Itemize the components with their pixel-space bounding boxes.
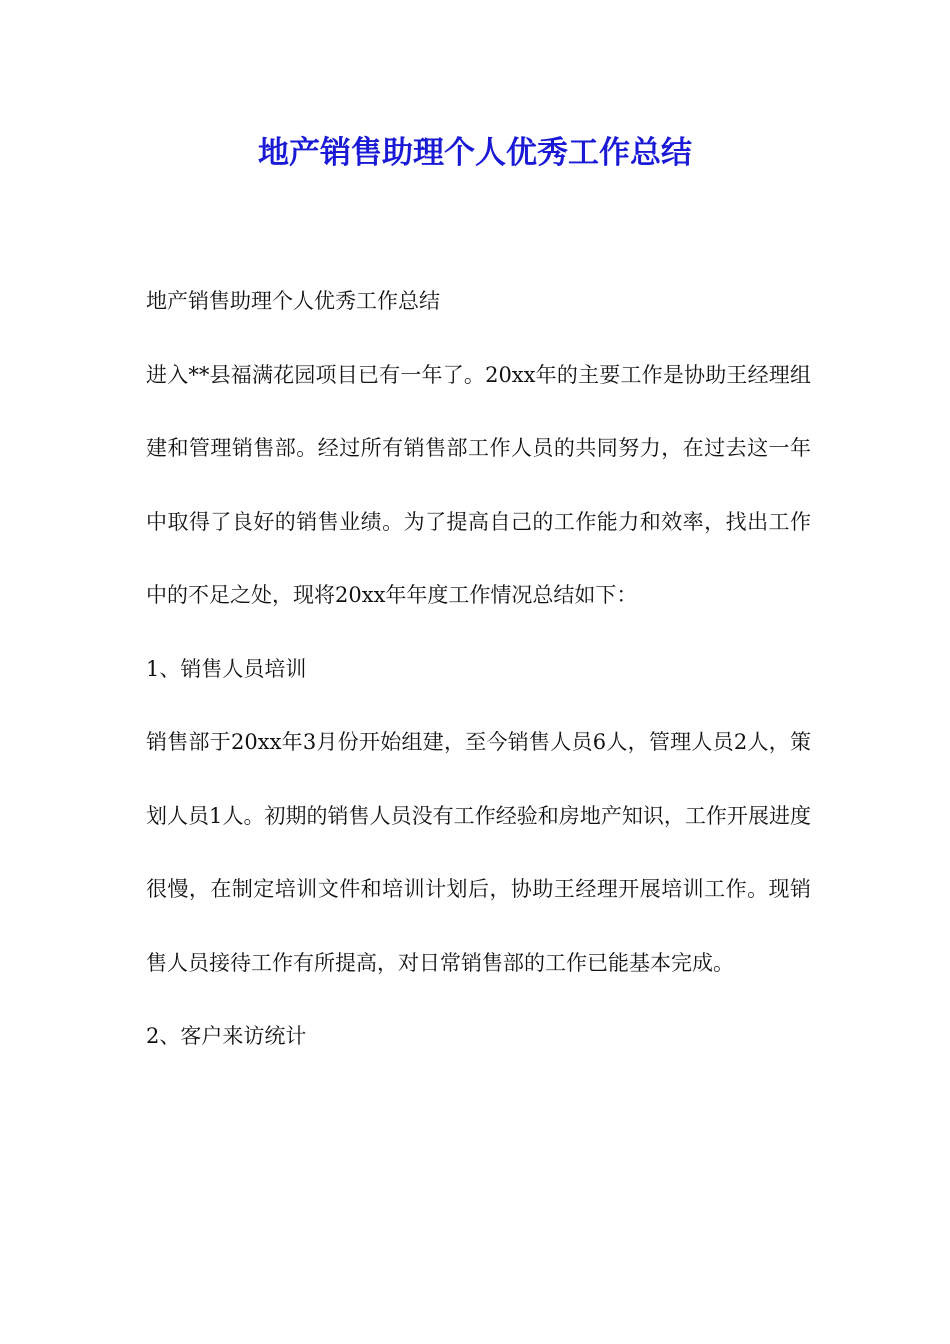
section-heading-visits: 2、客户来访统计 bbox=[146, 1024, 307, 1048]
document-title: 地产销售助理个人优秀工作总结 bbox=[258, 135, 692, 171]
section-heading-training: 1、销售人员培训 bbox=[146, 656, 307, 681]
subtitle-paragraph: 地产销售助理个人优秀工作总结 bbox=[146, 289, 440, 313]
intro-paragraph: 进入**县福满花园项目已有一年了。20xx年的主要工作是协助王经理组建和管理销售部。经过所有销售部工作人员的共同努力，在过去这一年中取得了良好的销售业绩。为了提高自己的工作能力和效率，找出工作中的不足之处，现将20xx年年度工作情况总结如下： bbox=[146, 362, 811, 607]
document-body bbox=[146, 265, 811, 1074]
training-paragraph: 销售部于20xx年3月份开始组建，至今销售人员6人，管理人员2人，策划人员1人。初期的销售人员没有工作经验和房地产知识，工作开展进度很慢，在制定培训文件和培训计划后，协助王经理开展培训工作。现销售人员接待工作有所提高，对日常销售部的工作已能基本完成。 bbox=[146, 730, 811, 975]
